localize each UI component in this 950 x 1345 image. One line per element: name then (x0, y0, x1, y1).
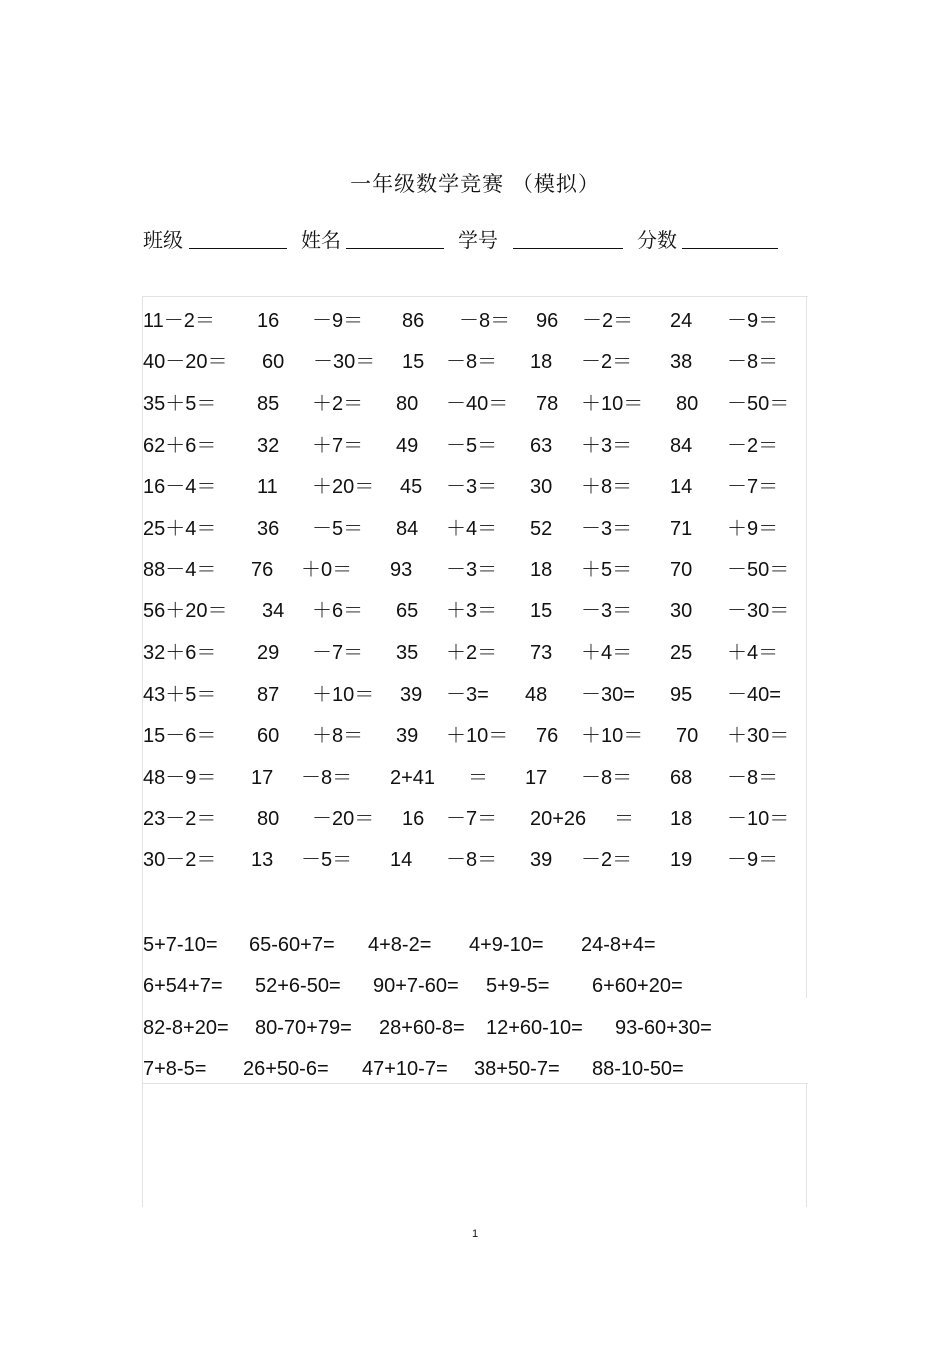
arith-cell: 60 (262, 351, 285, 373)
score-blank (682, 248, 778, 249)
mixed-problem: 88-10-50= (592, 1058, 684, 1080)
mixed-problem: 4+8-2= (368, 934, 432, 956)
arith-cell: 16 (402, 808, 425, 830)
arith-cell: 48－9＝ (143, 767, 217, 789)
arith-cell: 68 (670, 767, 693, 789)
arith-cell: 62＋6＝ (143, 435, 217, 457)
arith-cell: －7＝ (727, 476, 779, 498)
arith-cell: 38 (670, 351, 693, 373)
mixed-problem: 5+9-5= (486, 975, 550, 997)
arith-cell: －5＝ (301, 849, 353, 871)
arith-cell: 49 (396, 435, 419, 457)
arith-cell: 35 (396, 642, 419, 664)
arith-cell: 30 (670, 600, 693, 622)
arith-cell: 18 (530, 351, 553, 373)
arith-cell: －50＝ (727, 559, 790, 581)
arith-cell: 24 (670, 310, 693, 332)
arith-cell: ＋2＝ (312, 393, 364, 415)
arith-cell: 48 (525, 684, 548, 706)
arith-cell: －50＝ (727, 393, 790, 415)
arith-cell: 88－4＝ (143, 559, 217, 581)
arith-cell: ＋5＝ (581, 559, 633, 581)
arith-cell: 34 (262, 600, 285, 622)
arith-cell: －30＝ (727, 600, 790, 622)
arith-cell: ＋9＝ (727, 518, 779, 540)
arith-cell: 13 (251, 849, 274, 871)
arith-cell: 23－2＝ (143, 808, 217, 830)
arith-cell: －30＝ (313, 351, 376, 373)
name-blank (346, 248, 444, 249)
frame-right (806, 296, 807, 998)
arith-cell: 96 (536, 310, 559, 332)
arith-cell: 18 (530, 559, 553, 581)
name-label: 姓名 (301, 228, 341, 252)
mixed-problem: 7+8-5= (143, 1058, 207, 1080)
arith-cell: ＋0＝ (301, 559, 353, 581)
arith-cell: 35＋5＝ (143, 393, 217, 415)
page-title: 一年级数学竞赛 （模拟） (350, 172, 600, 196)
arith-cell: 80 (676, 393, 699, 415)
arith-cell: －2＝ (727, 435, 779, 457)
arith-cell: 84 (396, 518, 419, 540)
arith-cell: ＋2＝ (446, 642, 498, 664)
arith-cell: 87 (257, 684, 280, 706)
arith-cell: ＋4＝ (581, 642, 633, 664)
arith-cell: －9＝ (727, 849, 779, 871)
arith-cell: －20＝ (312, 808, 375, 830)
mixed-problem: 93-60+30= (615, 1017, 712, 1039)
mixed-problem: 24-8+4= (581, 934, 656, 956)
score-label: 分数 (637, 228, 677, 252)
mixed-problem: 26+50-6= (243, 1058, 329, 1080)
arith-cell: －8＝ (727, 351, 779, 373)
arith-cell: 19 (670, 849, 693, 871)
arith-cell: ＋4＝ (446, 518, 498, 540)
arith-cell: 80 (396, 393, 419, 415)
arith-cell: 15 (402, 351, 425, 373)
arith-cell: 86 (402, 310, 425, 332)
arith-cell: －8＝ (301, 767, 353, 789)
arith-cell: －2＝ (581, 849, 633, 871)
arith-cell: 70 (676, 725, 699, 747)
arith-cell: 17 (251, 767, 274, 789)
arith-cell: －7＝ (312, 642, 364, 664)
mixed-problem: 80-70+79= (255, 1017, 352, 1039)
arith-cell: 52 (530, 518, 553, 540)
arith-cell: ＋10＝ (312, 684, 375, 706)
arith-cell: 29 (257, 642, 280, 664)
student-id-label: 学号 (458, 228, 498, 252)
mixed-problem: 38+50-7= (474, 1058, 560, 1080)
arith-cell: －3＝ (581, 600, 633, 622)
mixed-problem: 5+7-10= (143, 934, 218, 956)
arith-cell: 93 (390, 559, 413, 581)
class-label: 班级 (143, 228, 183, 252)
arith-cell: －3= (446, 684, 489, 706)
mixed-problem: 12+60-10= (486, 1017, 583, 1039)
mixed-problem: 52+6-50= (255, 975, 341, 997)
class-blank (189, 248, 287, 249)
arith-cell: －8＝ (446, 351, 498, 373)
arith-cell: －3＝ (446, 476, 498, 498)
arith-cell: 80 (257, 808, 280, 830)
student-id-blank (513, 248, 623, 249)
arith-cell: ＋3＝ (446, 600, 498, 622)
arith-cell: ＋8＝ (581, 476, 633, 498)
arith-cell: 11－2＝ (143, 310, 215, 332)
arith-cell: ＋10＝ (446, 725, 509, 747)
mixed-problem: 65-60+7= (249, 934, 335, 956)
arith-cell: 71 (670, 518, 693, 540)
arith-cell: ＋10＝ (581, 393, 644, 415)
mixed-problem: 28+60-8= (379, 1017, 465, 1039)
arith-cell: 56＋20＝ (143, 600, 228, 622)
arith-cell: 30 (530, 476, 553, 498)
arith-cell: 43＋5＝ (143, 684, 217, 706)
arith-cell: －3＝ (581, 518, 633, 540)
mixed-problem: 47+10-7= (362, 1058, 448, 1080)
arith-cell: ＋3＝ (581, 435, 633, 457)
mixed-problem: 4+9-10= (469, 934, 544, 956)
arith-cell: 70 (670, 559, 693, 581)
arith-cell: 25 (670, 642, 693, 664)
frame-lower-right (806, 1083, 807, 1207)
arith-cell: 36 (257, 518, 280, 540)
arith-cell: 20+26 (530, 808, 587, 830)
frame-top (142, 296, 808, 297)
frame-lower-left (142, 1083, 143, 1207)
mixed-problem: 90+7-60= (373, 975, 459, 997)
mixed-problem: 6+60+20= (592, 975, 683, 997)
arith-cell: 95 (670, 684, 693, 706)
arith-cell: 39 (530, 849, 553, 871)
arith-cell: ＋7＝ (312, 435, 364, 457)
arith-cell: 14 (390, 849, 413, 871)
arith-cell: 78 (536, 393, 559, 415)
arith-cell: 15－6＝ (143, 725, 217, 747)
arith-cell: 14 (670, 476, 693, 498)
arith-cell: 63 (530, 435, 553, 457)
arith-cell: －7＝ (446, 808, 498, 830)
arith-cell: 84 (670, 435, 693, 457)
arith-cell: 40－20＝ (143, 351, 228, 373)
arith-cell: －10＝ (727, 808, 790, 830)
arith-cell: ＋30＝ (727, 725, 790, 747)
arith-cell: －5＝ (446, 435, 498, 457)
arith-cell: ＝ (614, 808, 634, 830)
arith-cell: 30－2＝ (143, 849, 217, 871)
arith-cell: －8＝ (727, 767, 779, 789)
arith-cell: －2＝ (581, 351, 633, 373)
arith-cell: 76 (536, 725, 559, 747)
arith-cell: －3＝ (446, 559, 498, 581)
arith-cell: 25＋4＝ (143, 518, 217, 540)
arith-cell: －8＝ (446, 849, 498, 871)
arith-cell: ＝ (468, 767, 488, 789)
arith-cell: ＋10＝ (581, 725, 644, 747)
arith-cell: 32＋6＝ (143, 642, 217, 664)
arith-cell: 17 (525, 767, 548, 789)
arith-cell: 16 (257, 310, 280, 332)
mixed-problem: 6+54+7= (143, 975, 223, 997)
arith-cell: －8＝ (581, 767, 633, 789)
arith-cell: 60 (257, 725, 280, 747)
arith-cell: －9＝ (727, 310, 779, 332)
arith-cell: ＋4＝ (727, 642, 779, 664)
frame-lower-top (142, 1083, 808, 1084)
arith-cell: －40＝ (446, 393, 509, 415)
arith-cell: －30= (581, 684, 635, 706)
arith-cell: 39 (400, 684, 423, 706)
arith-cell: －40= (727, 684, 781, 706)
arith-cell: 85 (257, 393, 280, 415)
arith-cell: 65 (396, 600, 419, 622)
arith-cell: 16－4＝ (143, 476, 217, 498)
arith-cell: ＋20＝ (312, 476, 375, 498)
arith-cell: ＋6＝ (312, 600, 364, 622)
mixed-problem: 82-8+20= (143, 1017, 229, 1039)
arith-cell: 32 (257, 435, 280, 457)
arith-cell: －8＝ (459, 310, 511, 332)
arith-cell: 73 (530, 642, 553, 664)
arith-cell: 76 (251, 559, 274, 581)
arith-cell: 39 (396, 725, 419, 747)
arith-cell: 11 (257, 476, 278, 498)
arith-cell: 45 (400, 476, 423, 498)
arith-cell: 15 (530, 600, 553, 622)
arith-cell: 18 (670, 808, 693, 830)
arith-cell: －2＝ (582, 310, 634, 332)
page-number: 1 (471, 1228, 479, 1240)
arith-cell: 2+41 (390, 767, 436, 789)
arith-cell: ＋8＝ (312, 725, 364, 747)
arith-cell: －5＝ (312, 518, 364, 540)
arith-cell: －9＝ (312, 310, 364, 332)
